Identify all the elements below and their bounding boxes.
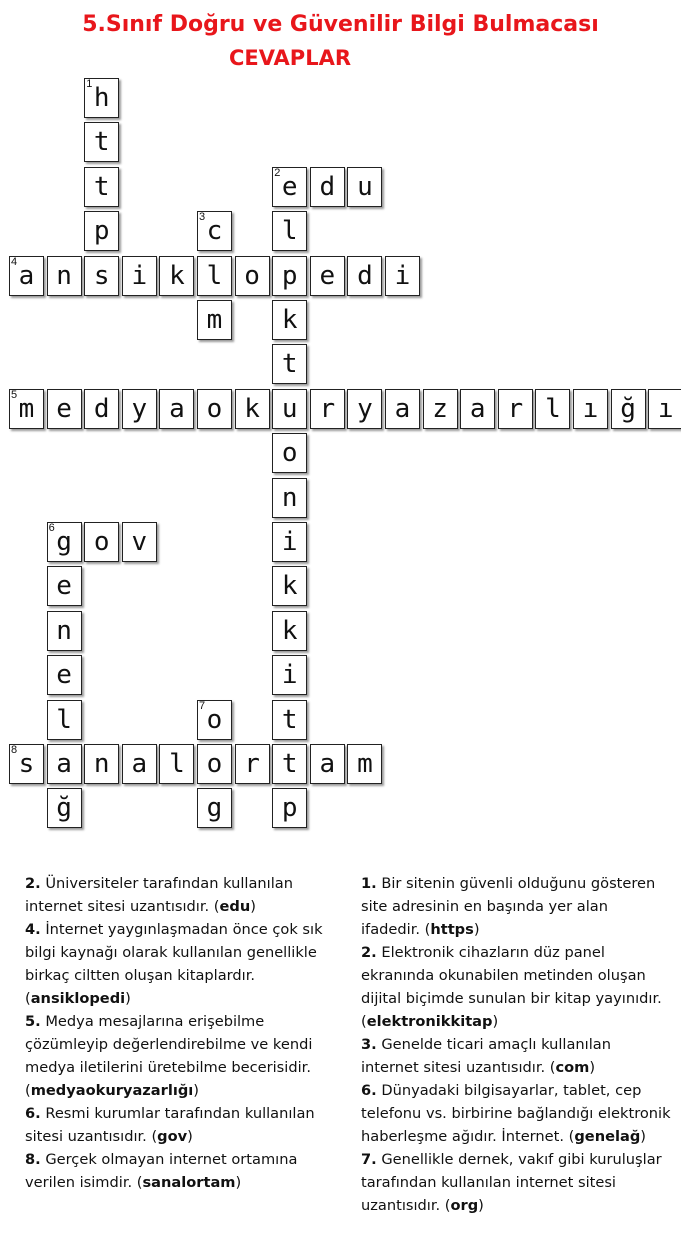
cell-letter: y (131, 393, 148, 424)
cell-letter: a (394, 393, 411, 424)
grid-cell (122, 522, 157, 562)
cell-letter: k (281, 571, 298, 602)
cell-letter: a (319, 749, 336, 779)
grid-cell (84, 744, 119, 784)
clue-text: Genellikle dernek, vakıf gibi kuruluşlar tarafından kullanılan internet sitesi uzantısıdır. ( (361, 1151, 662, 1214)
cell-letter: u (357, 171, 373, 202)
clue-close: ) (125, 990, 131, 1007)
clue-num: 3. (361, 1036, 377, 1053)
clue-num: 5. (25, 1013, 41, 1030)
cell-letter: r (319, 393, 336, 424)
clue-item (25, 1010, 343, 1102)
grid-cell (272, 211, 307, 251)
clue-answer: com (555, 1059, 590, 1076)
cell-letter: ı (657, 393, 674, 424)
cell-letter: k (281, 305, 298, 335)
clue-item (25, 1148, 343, 1194)
grid-cell (9, 256, 44, 296)
grid-cell (272, 655, 307, 695)
cell-letter: v (131, 527, 148, 557)
grid-cell (310, 389, 345, 429)
grid-cell (535, 389, 570, 429)
clue-close: ) (250, 898, 256, 915)
clue-num: 2. (25, 875, 41, 892)
grid-cell (84, 167, 119, 207)
cell-letter: e (56, 571, 72, 602)
clue-num: 4. (25, 921, 41, 938)
grid-cell (197, 389, 232, 429)
grid-cell (648, 389, 681, 429)
cell-letter: n (56, 615, 72, 646)
grid-cell (47, 522, 82, 562)
clue-number: 5 (11, 388, 18, 401)
cell-letter: r (244, 749, 260, 779)
cell-letter: d (93, 393, 110, 424)
cell-letter: g (206, 793, 223, 824)
grid-cell (310, 167, 345, 207)
clue-answer: medyaokuryazarlığı (30, 1082, 194, 1099)
cell-letter: o (206, 749, 223, 779)
clue-number: 7 (199, 699, 206, 712)
grid-cell (347, 256, 382, 296)
grid-cell (84, 256, 119, 296)
clue-item (361, 941, 671, 1033)
cell-letter: n (281, 482, 298, 513)
cell-letter: a (56, 749, 72, 779)
clue-number: 1 (86, 78, 93, 90)
cell-letter: k (281, 615, 298, 646)
cell-letter: k (169, 260, 185, 291)
clues-across (25, 872, 343, 1194)
grid-cell (47, 611, 82, 651)
clue-num: 6. (361, 1082, 377, 1099)
grid-cell (47, 566, 82, 606)
grid-cell (47, 389, 82, 429)
cell-letter: m (206, 305, 223, 335)
cell-letter: ı (582, 393, 599, 424)
cell-letter: h (93, 83, 110, 113)
clue-number: 8 (11, 744, 18, 756)
cell-letter: s (18, 749, 35, 779)
cell-letter: i (281, 527, 298, 557)
cell-letter: e (319, 260, 336, 291)
cell-letter: c (206, 216, 223, 247)
page-title: 5.Sınıf Doğru ve Güvenilir Bilgi Bulmacası (82, 12, 599, 37)
cell-letter: t (93, 127, 110, 158)
cell-letter: o (244, 260, 260, 291)
cell-letter: z (432, 393, 448, 424)
grid-cell (197, 744, 232, 784)
clue-number: 4 (11, 255, 18, 268)
cell-letter: p (93, 216, 110, 247)
cell-letter: l (206, 260, 223, 291)
grid-cell (9, 744, 44, 784)
clue-item (361, 1148, 671, 1217)
grid-cell (122, 744, 157, 784)
cell-letter: l (281, 216, 298, 247)
grid-cell (498, 389, 533, 429)
clue-close: ) (187, 1128, 193, 1145)
clue-close: ) (492, 1013, 499, 1030)
grid-cell (272, 744, 307, 784)
clue-text: Dünyadaki bilgisayarlar, tablet, cep telefonu vs. birbirine bağlandığı elektronik haberleşme ağıdır. İnternet. ( (361, 1082, 671, 1145)
grid-cell (272, 522, 307, 562)
grid-cell (47, 788, 82, 828)
cell-letter: p (281, 260, 298, 291)
cell-letter: a (18, 260, 35, 291)
cell-letter: a (131, 749, 148, 779)
cell-letter: e (56, 393, 72, 424)
grid-cell (272, 478, 307, 518)
clue-answer: gov (157, 1128, 188, 1145)
clues-down (361, 872, 671, 1217)
grid-cell (159, 744, 194, 784)
grid-cell (197, 211, 232, 251)
cell-letter: i (131, 260, 148, 291)
grid-cell (47, 256, 82, 296)
cell-letter: d (357, 260, 373, 291)
cell-letter: e (56, 660, 72, 691)
grid-cell (573, 389, 608, 429)
grid-cell (122, 256, 157, 296)
grid-cell (423, 389, 458, 429)
cell-letter: i (281, 660, 298, 691)
grid-cell (159, 256, 194, 296)
clue-text: Üniversiteler tarafından kullanılan internet sitesi uzantısıdır. ( (25, 875, 293, 915)
grid-cell (272, 788, 307, 828)
clue-text: Resmi kurumlar tarafından kullanılan sitesi uzantısıdır. ( (25, 1105, 315, 1145)
grid-cell (310, 744, 345, 784)
grid-cell (272, 433, 307, 473)
clue-answer: edu (219, 898, 251, 915)
grid-cell (47, 700, 82, 740)
cell-letter: s (93, 260, 110, 291)
grid-cell (385, 256, 420, 296)
clue-item (361, 1033, 671, 1079)
clue-answer: genelağ (574, 1128, 641, 1145)
grid-cell (197, 256, 232, 296)
grid-cell (235, 744, 270, 784)
clue-item (25, 872, 343, 918)
clue-answer: sanalortam (142, 1174, 236, 1191)
grid-cell (47, 744, 82, 784)
grid-cell (197, 700, 232, 740)
clue-answer: org (450, 1197, 479, 1214)
grid-cell (347, 744, 382, 784)
grid-cell (122, 389, 157, 429)
cell-letter: l (545, 393, 561, 424)
clue-answer: elektronikkitap (366, 1013, 493, 1030)
clue-close: ) (640, 1128, 646, 1145)
clue-num: 7. (361, 1151, 377, 1168)
grid-cell (84, 522, 119, 562)
cell-letter: e (281, 171, 298, 202)
clue-item (361, 1079, 671, 1148)
cell-letter: o (93, 527, 110, 557)
cell-letter: o (206, 704, 223, 735)
grid-cell (197, 300, 232, 340)
page-subtitle: CEVAPLAR (228, 46, 352, 70)
clue-close: ) (193, 1082, 199, 1099)
grid-cell (272, 300, 307, 340)
grid-cell (84, 78, 119, 118)
grid-cell (272, 611, 307, 651)
clue-number: 2 (274, 166, 281, 179)
grid-cell (235, 256, 270, 296)
cell-letter: g (56, 527, 72, 557)
cell-letter: l (169, 749, 185, 779)
cell-letter: m (18, 393, 35, 424)
clue-text: Medya mesajlarına erişebilme çözümleyip değerlendirebilme ve kendi medya iletilerini üretebilme becerisidir. ( (25, 1013, 313, 1099)
grid-cell (272, 167, 307, 207)
cell-letter: n (56, 260, 72, 291)
cell-letter: y (357, 393, 373, 424)
cell-letter: t (281, 749, 298, 779)
clue-answer: ansiklopedi (30, 990, 126, 1007)
clue-text: Bir sitenin güvenli olduğunu gösteren site adresinin en başında yer alan ifadedir. ( (361, 875, 656, 938)
grid-cell (272, 256, 307, 296)
cell-letter: m (357, 749, 373, 779)
cell-letter: a (169, 393, 185, 424)
grid-cell (235, 389, 270, 429)
cell-letter: t (281, 349, 298, 380)
clue-text: Elektronik cihazların düz panel ekranında okunabilen metinden oluşan dijital biçimde sunulan bir kitap yayınıdır. ( (361, 944, 662, 1030)
clue-close: ) (478, 1197, 484, 1214)
clue-item (361, 872, 671, 941)
cell-letter: ğ (620, 393, 636, 424)
cell-letter: i (394, 260, 411, 291)
clue-text: Genelde ticari amaçlı kullanılan internet sitesi uzantısıdır. ( (361, 1036, 611, 1076)
clue-close: ) (235, 1174, 242, 1191)
clue-answer: https (430, 921, 474, 938)
grid-cell (272, 389, 307, 429)
clue-number: 3 (199, 211, 206, 224)
clue-number: 6 (48, 522, 55, 534)
grid-cell (310, 256, 345, 296)
cell-letter: u (281, 393, 298, 424)
grid-cell (460, 389, 495, 429)
grid-cell (84, 211, 119, 251)
grid-cell (84, 122, 119, 162)
cell-letter: o (281, 438, 298, 469)
clue-close: ) (473, 921, 480, 938)
grid-cell (272, 344, 307, 384)
grid-cell (347, 389, 382, 429)
cell-letter: n (93, 749, 110, 779)
clue-text: Gerçek olmayan internet ortamına verilen isimdir. ( (25, 1151, 298, 1191)
cell-letter: o (206, 393, 223, 424)
cell-letter: t (281, 704, 298, 735)
grid-cell (47, 655, 82, 695)
grid-cell (9, 389, 44, 429)
clue-num: 6. (25, 1105, 41, 1122)
clue-item (25, 918, 343, 1010)
clue-text: İnternet yaygınlaşmadan önce çok sık bilgi kaynağı olarak kullanılan genellikle birkaç ciltten oluşan kitaplardır. ( (25, 921, 323, 1007)
cell-letter: p (281, 793, 298, 824)
cell-letter: r (507, 393, 524, 424)
clue-item (25, 1102, 343, 1148)
grid-cell (272, 700, 307, 740)
clue-num: 8. (25, 1151, 41, 1168)
clue-num: 2. (361, 944, 377, 961)
grid-cell (347, 167, 382, 207)
cell-letter: t (93, 171, 110, 202)
grid-cell (611, 389, 646, 429)
cell-letter: l (56, 704, 72, 735)
grid-cell (159, 389, 194, 429)
grid-cell (197, 788, 232, 828)
clue-close: ) (589, 1059, 596, 1076)
grid-cell (84, 389, 119, 429)
grid-cell (385, 389, 420, 429)
cell-letter: d (319, 171, 336, 202)
cell-letter: k (244, 393, 260, 424)
clue-num: 1. (361, 875, 377, 892)
cell-letter: a (469, 393, 486, 424)
cell-letter: ğ (56, 793, 72, 824)
grid-cell (272, 566, 307, 606)
